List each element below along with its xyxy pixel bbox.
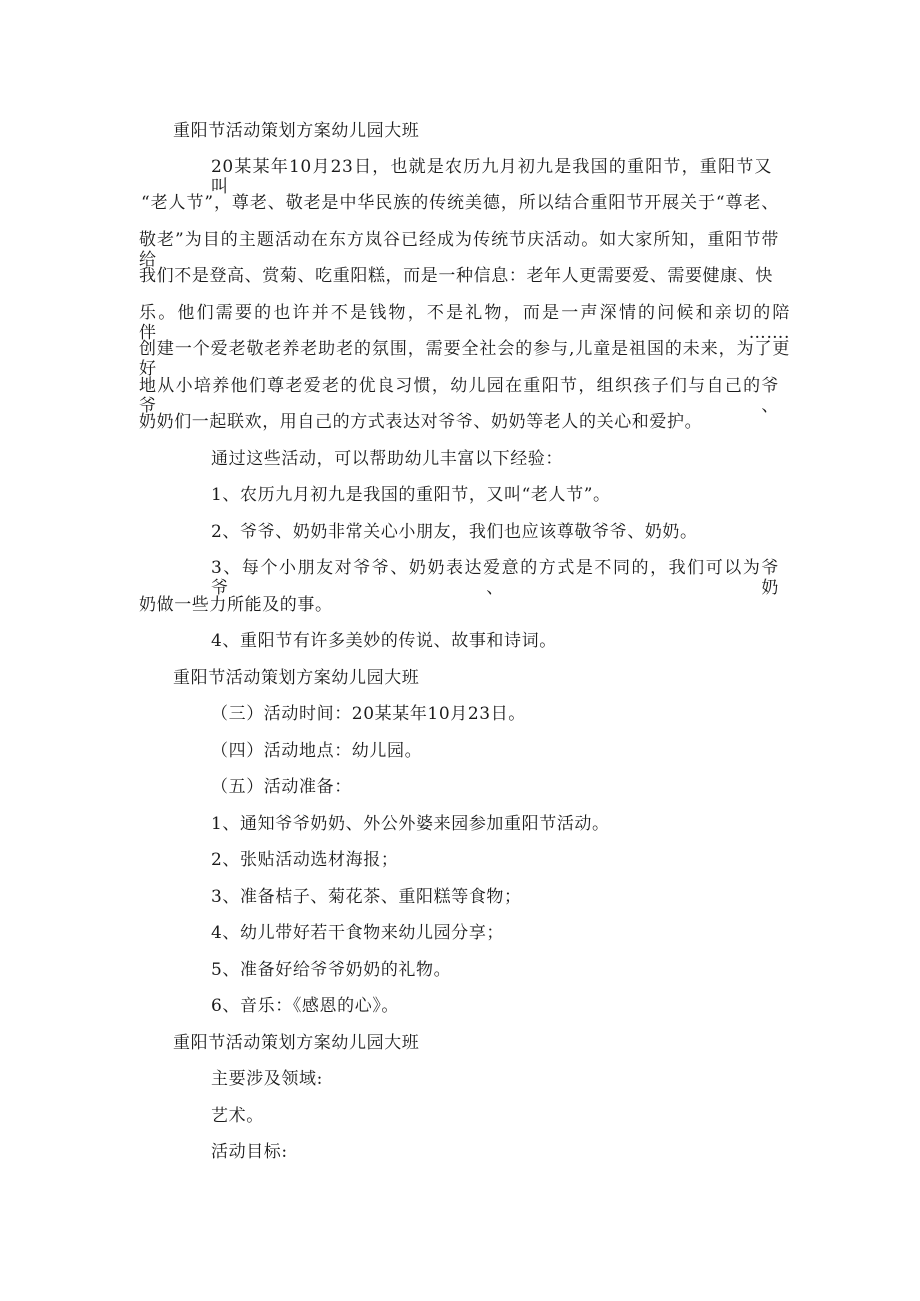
domain-value: 艺术。 (211, 1106, 264, 1126)
intro-paragraph-line: 乐。他们需要的也许并不是钱物，不是礼物，而是一声深情的问候和亲切的陪伴……. (139, 303, 790, 343)
goals-label: 活动目标: (211, 1142, 288, 1162)
intro-paragraph-line: 我们不是登高、赏菊、吃重阳糕，而是一种信息：老年人更需要爱、需要健康、快 (139, 266, 773, 286)
prep-item: 5、准备好给爷爷奶奶的礼物。 (211, 960, 452, 980)
prep-item: 6、音乐：《感恩的心》。 (211, 996, 400, 1016)
section-heading: 重阳节活动策划方案幼儿园大班 (173, 121, 420, 141)
section-heading: 重阳节活动策划方案幼儿园大班 (173, 668, 420, 688)
activity-prep-title: （五）活动准备： (211, 777, 352, 797)
domain-label: 主要涉及领域: (211, 1069, 323, 1089)
intro-paragraph-line: 20某某年10月23日，也就是农历九月初九是我国的重阳节，重阳节又叫 (211, 157, 772, 197)
activity-place: （四）活动地点：幼儿园。 (211, 741, 423, 761)
list-item: 4、重阳节有许多美妙的传说、故事和诗词。 (211, 631, 557, 651)
section-heading: 重阳节活动策划方案幼儿园大班 (173, 1033, 420, 1053)
intro-paragraph-line: 地从小培养他们尊老爱老的优良习惯，幼儿园在重阳节，组织孩子们与自己的爷爷、 (139, 376, 779, 416)
prep-item: 2、张贴活动选材海报； (211, 850, 399, 870)
list-item-continuation: 奶做一些力所能及的事。 (139, 595, 333, 615)
list-item: 1、农历九月初九是我国的重阳节，又叫“老人节”。 (211, 485, 611, 505)
prep-item: 3、准备桔子、菊花茶、重阳糕等食物； (211, 887, 522, 907)
intro-paragraph-line: 创建一个爱老敬老养老助老的氛围，需要全社会的参与,儿童是祖国的未来，为了更好 (139, 339, 790, 379)
prep-item: 1、通知爷爷奶奶、外公外婆来园参加重阳节活动。 (211, 814, 610, 834)
experience-intro: 通过这些活动，可以帮助幼儿丰富以下经验： (211, 449, 563, 469)
intro-paragraph-line: 敬老”为目的主题活动在东方岚谷已经成为传统节庆活动。如大家所知，重阳节带给 (139, 230, 779, 270)
list-item: 3、每个小朋友对爷爷、奶奶表达爱意的方式是不同的，我们可以为爷爷、奶 (211, 558, 779, 598)
intro-paragraph-line: “老人节”，尊老、敬老是中华民族的传统美德，所以结合重阳节开展关于“尊老、 (141, 193, 779, 213)
prep-item: 4、幼儿带好若干食物来幼儿园分享； (211, 923, 505, 943)
intro-paragraph-line: 奶奶们一起联欢，用自己的方式表达对爷爷、奶奶等老人的关心和爱护。 (139, 412, 703, 432)
activity-time: （三）活动时间：20某某年10月23日。 (211, 704, 526, 724)
list-item: 2、爷爷、奶奶非常关心小朋友，我们也应该尊敬爷爷、奶奶。 (211, 522, 698, 542)
